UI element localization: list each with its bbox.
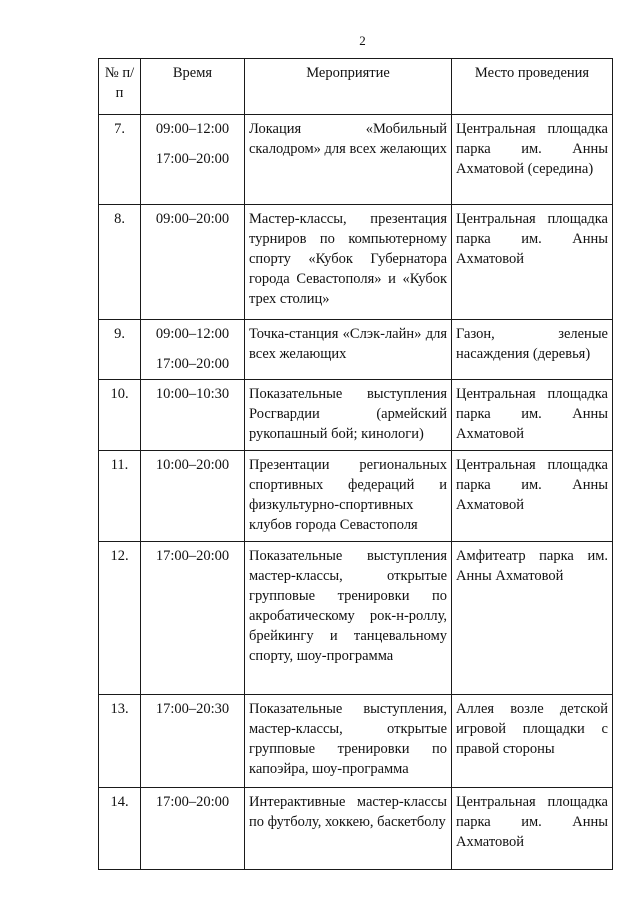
time-slot: 17:00–20:00 (155, 548, 230, 564)
header-time: Время (141, 59, 245, 115)
row-num: 8. (99, 205, 141, 320)
time-slot: 09:00–20:00 (155, 211, 230, 227)
row-place: Центральная площадка парка им. Анны Ахматовой (середина) (452, 115, 613, 205)
row-time (141, 542, 245, 695)
table-row (99, 695, 613, 788)
row-place: Центральная площадка парка им. Анны Ахматовой (452, 788, 613, 870)
table-row (99, 115, 613, 205)
row-event: Локация «Мобильный скалодром» для всех желающих (245, 115, 452, 205)
time-slot: 17:00–20:00 (155, 151, 230, 167)
time-slot: 09:00–12:00 (155, 121, 230, 137)
row-event: Мастер-классы, презентация турниров по компьютерному спорту «Кубок Губернатора города Севастополя» и «Кубок трех столиц» (245, 205, 452, 320)
table-row (99, 320, 613, 380)
row-time (141, 451, 245, 542)
row-place: Аллея возле детской игровой площадки с правой стороны (452, 695, 613, 788)
row-time (141, 115, 245, 205)
row-num: 12. (99, 542, 141, 695)
page-number: 2 (359, 33, 366, 48)
row-time (141, 695, 245, 788)
row-time (141, 380, 245, 451)
row-event: Интерактивные мастер-классы по футболу, хоккею, баскетболу (245, 788, 452, 870)
row-num: 14. (99, 788, 141, 870)
row-place: Центральная площадка парка им. Анны Ахматовой (452, 380, 613, 451)
schedule-table (98, 58, 613, 870)
table-row (99, 205, 613, 320)
time-slot: 09:00–12:00 (155, 326, 230, 342)
row-event: Показательные выступления, мастер-классы, открытые групповые тренировки по капоэйра, шоу-программа (245, 695, 452, 788)
header-event: Мероприятие (245, 59, 452, 115)
row-event: Показательные выступления Росгвардии (армейский рукопашный бой; кинологи) (245, 380, 452, 451)
row-num: 13. (99, 695, 141, 788)
row-event: Точка-станция «Слэк-лайн» для всех желающих (245, 320, 452, 380)
row-event: Показательные выступления мастер-классы, открытые групповые тренировки по акробатическому рок-н-роллу, брейкингу и танцевальному спорту, шоу-программа (245, 542, 452, 695)
row-time (141, 788, 245, 870)
row-num: 11. (99, 451, 141, 542)
time-slot: 10:00–20:00 (155, 457, 230, 473)
row-place: Газон, зеленые насаждения (деревья) (452, 320, 613, 380)
row-place: Амфитеатр парка им. Анны Ахматовой (452, 542, 613, 695)
table-row (99, 451, 613, 542)
table-row (99, 788, 613, 870)
header-place: Место проведения (452, 59, 613, 115)
table-row (99, 542, 613, 695)
row-time (141, 320, 245, 380)
header-num: № п/п (99, 59, 141, 115)
row-event: Презентации региональных спортивных федераций и физкультурно-спортивных клубов города Севастополя (245, 451, 452, 542)
row-place: Центральная площадка парка им. Анны Ахматовой (452, 205, 613, 320)
row-place: Центральная площадка парка им. Анны Ахматовой (452, 451, 613, 542)
time-slot: 17:00–20:00 (155, 356, 230, 372)
time-slot: 17:00–20:00 (155, 794, 230, 810)
row-num: 9. (99, 320, 141, 380)
time-slot: 17:00–20:30 (155, 701, 230, 717)
row-num: 7. (99, 115, 141, 205)
row-num: 10. (99, 380, 141, 451)
table-header-row (99, 59, 613, 115)
row-time (141, 205, 245, 320)
time-slot: 10:00–10:30 (155, 386, 230, 402)
table-row (99, 380, 613, 451)
